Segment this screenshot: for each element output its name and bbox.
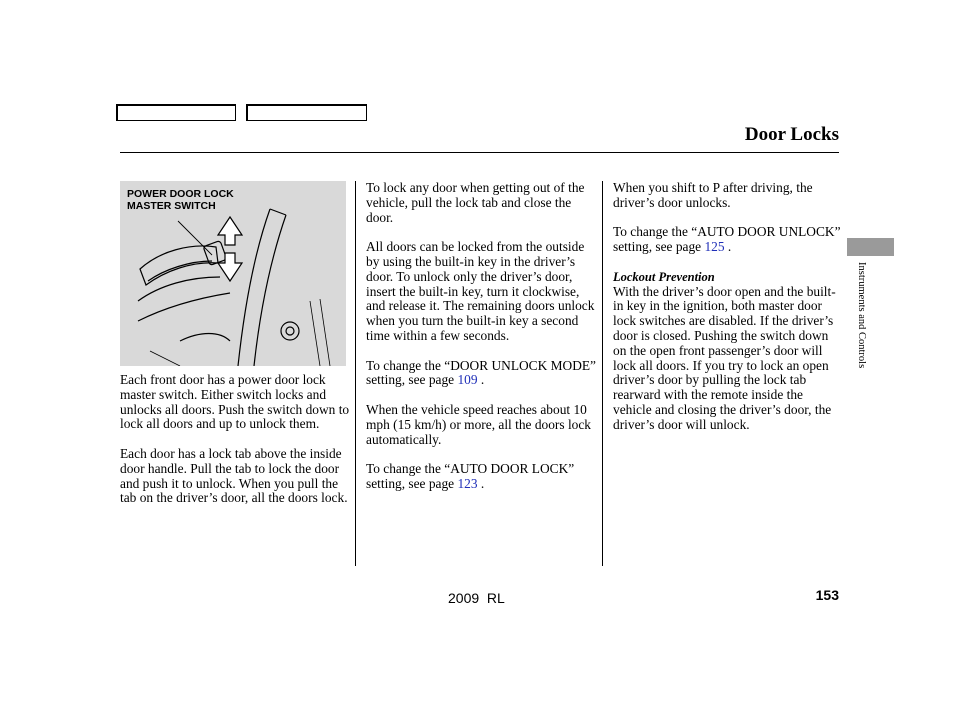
page-title: Door Locks <box>744 124 839 145</box>
page-link-125[interactable]: 125 <box>704 239 725 255</box>
figure-caption: POWER DOOR LOCK MASTER SWITCH <box>127 188 234 212</box>
paragraph: When the vehicle speed reaches about 10 mph (15 km/h) or more, all the doors lock automatically. <box>366 401 591 447</box>
column-divider <box>602 181 603 566</box>
page-link-123[interactable]: 123 <box>457 475 478 491</box>
text-column-middle <box>366 181 596 507</box>
paragraph: All doors can be locked from the outside by using the built-in key in the driver’s door. To unlock only the driver’s door, insert the built-in key, turn it clockwise, and release it. The remaining doors unlock when you turn the built-in key a second time within a few seconds. <box>366 239 595 343</box>
paragraph: To change the “DOOR UNLOCK MODE” setting, see page 109 . <box>366 357 597 388</box>
column-divider <box>355 181 356 566</box>
section-tab[interactable] <box>847 238 894 256</box>
page-link-109[interactable]: 109 <box>457 372 478 388</box>
paragraph: To change the “AUTO DOOR LOCK” setting, see page 123 . <box>366 461 575 491</box>
nav-button-next[interactable] <box>246 104 367 121</box>
paragraph: To lock any door when getting out of the vehicle, pull the lock tab and close the door. <box>366 180 585 225</box>
text-column-right <box>613 181 843 447</box>
section-label: Instruments and Controls <box>856 262 867 369</box>
text-column-left <box>120 373 350 521</box>
door-lock-illustration <box>120 181 346 366</box>
paragraph: Each door has a lock tab above the inside door handle. Pull the tab to lock the door and push it to unlock. When you pull the tab on the driver’s door, all the doors lock. <box>120 445 348 506</box>
footer-model: 2009 RL <box>448 590 505 606</box>
page-number: 153 <box>815 587 839 603</box>
title-rule <box>120 152 839 153</box>
paragraph: Each front door has a power door lock master switch. Either switch locks and unlocks all doors. Push the switch down to lock all doors and up to unlock them. <box>120 372 350 432</box>
paragraph: To change the “AUTO DOOR UNLOCK” setting, see page 125 . <box>613 224 841 255</box>
paragraph: When you shift to P after driving, the driver’s door unlocks. <box>613 180 813 210</box>
nav-button-previous[interactable] <box>116 104 236 121</box>
subheading: Lockout Prevention <box>613 269 715 284</box>
paragraph: Lockout Prevention With the driver’s door open and the built-in key in the ignition, both master door lock switches are disabled. If the driver’s door is closed. Pushing the switch down on the open front passenger’s door will lock all doors. If you try to lock an open driver’s door by pulling the lock tab rearward with the remote inside the vehicle and closing the driver’s door, the driver’s door will unlock. <box>613 270 843 433</box>
